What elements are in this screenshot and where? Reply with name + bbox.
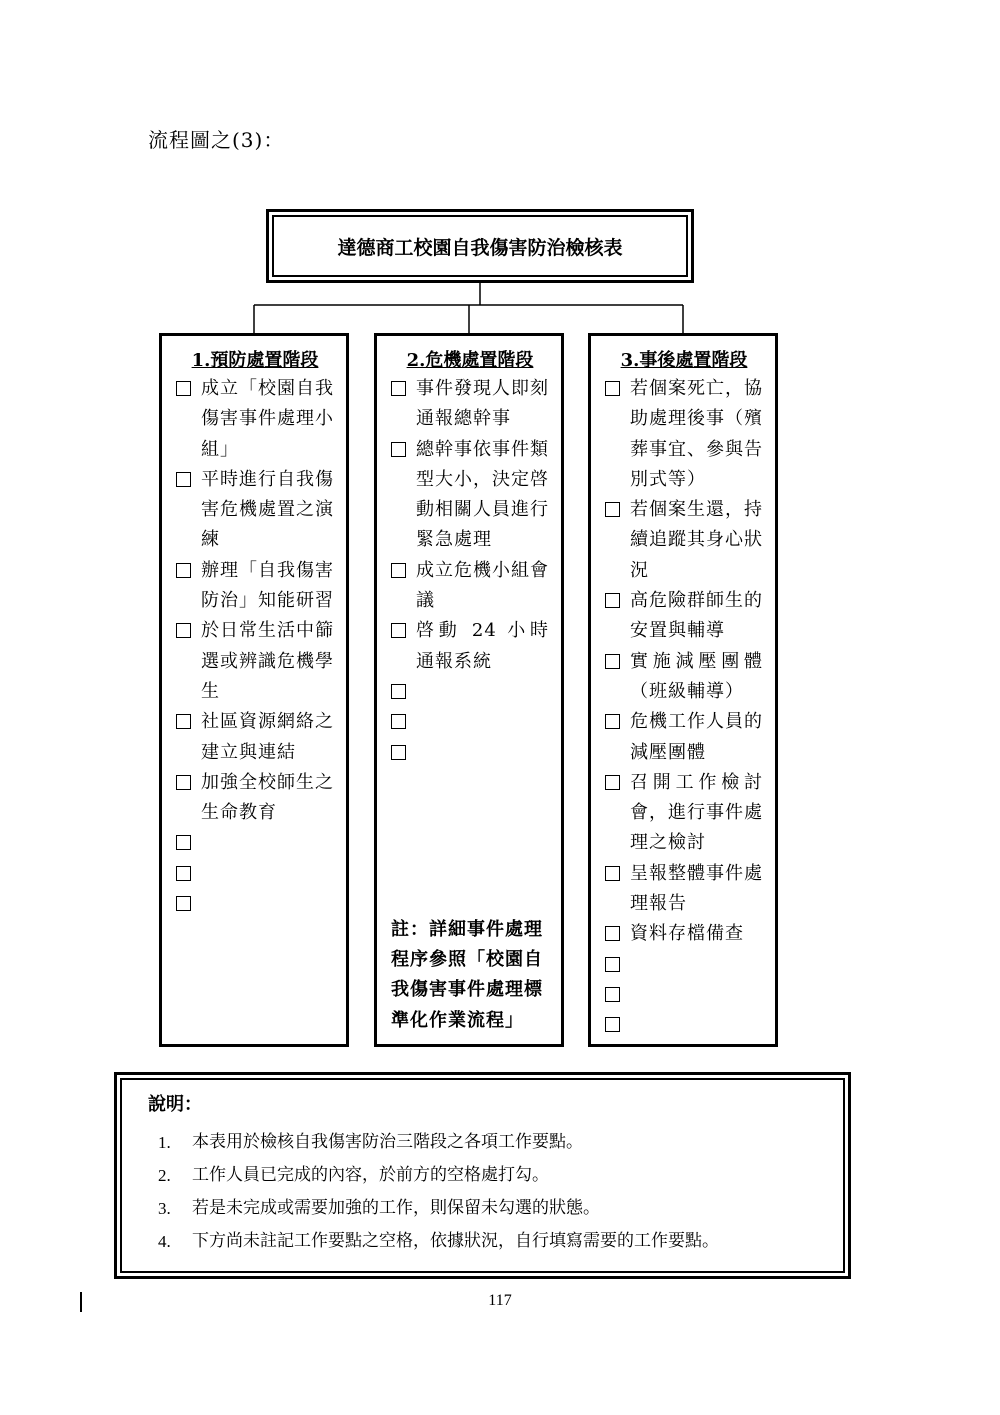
stage-title: 3.事後處置階段 [620,350,748,371]
instruction-text: 本表用於檢核自我傷害防治三階段之各項工作要點。 [192,1132,583,1152]
item-text: 呈報整體事件處理報告 [630,862,763,915]
item-text: 於日常生活中篩選或辨識危機學生 [201,620,334,702]
stage-title: 1.預防處置階段 [191,350,319,371]
item-text[interactable] [201,889,334,919]
checkbox[interactable] [176,714,191,729]
item-text: 實施減壓團體（班級輔導） [630,650,763,702]
instruction-number: 1. [158,1133,171,1152]
item-text: 辦理「自我傷害防治」知能研習 [201,559,334,612]
checklist-item [605,647,763,708]
checkbox[interactable] [605,987,620,1002]
checkbox[interactable] [176,381,191,396]
checkbox[interactable] [176,775,191,790]
checklist-item [176,616,334,707]
instructions-box [114,1072,851,1279]
checklist-title: 達德商工校園自我傷害防治檢核表 [272,215,688,277]
item-text[interactable] [201,859,334,889]
checklist-item [391,374,549,435]
checkbox[interactable] [605,714,620,729]
checklist-item [605,768,763,859]
instructions-list [148,1126,823,1258]
item-text: 平時進行自我傷害危機處置之演練 [201,468,334,551]
item-text[interactable] [416,707,549,737]
checklist-item [176,707,334,768]
checkbox[interactable] [605,381,620,396]
instruction-number: 4. [158,1232,171,1251]
instruction-text: 下方尚未註記工作要點之空格，依據狀況，自行填寫需要的工作要點。 [192,1231,719,1251]
checklist-item [176,465,334,556]
instruction-item [148,1192,823,1225]
checkbox[interactable] [605,593,620,608]
instruction-item [148,1159,823,1192]
instruction-number: 2. [158,1166,171,1185]
checkbox[interactable] [176,623,191,638]
checkbox[interactable] [605,1017,620,1032]
item-text[interactable] [416,677,549,707]
checklist-item [605,859,763,920]
instruction-number: 3. [158,1199,171,1218]
checklist-item-blank [391,677,549,707]
checklist-item-blank [605,950,763,980]
checkbox[interactable] [391,381,406,396]
stage-prevention [159,333,349,1047]
checkbox[interactable] [176,835,191,850]
checkbox[interactable] [176,563,191,578]
item-text: 社區資源網絡之建立與連結 [201,711,334,763]
checklist-item-blank [605,1010,763,1040]
item-text: 成立危機小組會議 [416,559,549,612]
checklist-item-blank [176,889,334,919]
item-text[interactable] [201,828,334,858]
checklist-item [605,374,763,495]
instruction-item [148,1126,823,1159]
item-text: 成立「校園自我傷害事件處理小組」 [201,378,334,460]
checklist-item [605,919,763,949]
item-text: 加強全校師生之生命教育 [201,771,334,824]
checklist-item [391,435,549,556]
instruction-item [148,1225,823,1258]
checkbox[interactable] [391,684,406,699]
checklist-item [176,556,334,617]
checkbox[interactable] [391,563,406,578]
checklist-item [176,768,334,829]
checkbox[interactable] [176,472,191,487]
checklist-item [605,707,763,768]
checkbox[interactable] [176,896,191,911]
checklist-item-blank [605,980,763,1010]
checklist-item-blank [176,828,334,858]
checkbox[interactable] [605,957,620,972]
item-text[interactable] [416,738,549,768]
item-text: 若個案生還，持續追蹤其身心狀況 [630,499,763,581]
item-text: 事件發現人即刻通報總幹事 [416,378,549,430]
item-text: 若個案死亡，協助處理後事（殯葬事宜、參與告別式等） [630,378,763,490]
checkbox[interactable] [605,502,620,517]
item-text[interactable] [630,950,763,980]
item-text: 啓動 24 小時通報系統 [416,620,549,672]
checkbox[interactable] [391,442,406,457]
stage-aftermath [588,333,778,1047]
item-text: 召開工作檢討會，進行事件處理之檢討 [630,771,763,854]
item-text: 資料存檔備查 [630,923,744,945]
procedure-note: 註：詳細事件處理程序參照「校園自我傷害事件處理標準化作業流程」 [391,918,543,1031]
checklist-item-blank [391,738,549,768]
checkbox[interactable] [391,714,406,729]
checkbox[interactable] [176,866,191,881]
checklist-item [605,495,763,586]
checklist-item [391,556,549,617]
stage-crisis [374,333,564,1047]
instructions-inner [120,1078,845,1273]
checklist-item [391,616,549,677]
checklist-item [176,374,334,465]
page-number: 117 [488,1292,512,1309]
item-text[interactable] [630,1010,763,1040]
item-text: 高危險群師生的安置與輔導 [630,590,763,642]
checkbox[interactable] [605,654,620,669]
checklist-item [605,586,763,647]
item-text: 危機工作人員的減壓團體 [630,711,763,763]
page-heading: 流程圖之(3)： [148,128,285,152]
checkbox[interactable] [605,775,620,790]
checkbox[interactable] [391,623,406,638]
instructions-title: 說明： [148,1094,202,1115]
checklist-item-blank [391,707,549,737]
instruction-text: 工作人員已完成的內容，於前方的空格處打勾。 [192,1165,549,1185]
checkbox[interactable] [605,926,620,941]
item-text: 總幹事依事件類型大小，決定啓動相關人員進行緊急處理 [416,438,549,551]
checkbox[interactable] [391,745,406,760]
stage-title: 2.危機處置階段 [406,350,534,371]
checkbox[interactable] [605,866,620,881]
checklist-item-blank [176,859,334,889]
instruction-text: 若是未完成或需要加強的工作，則保留未勾選的狀態。 [192,1198,600,1218]
item-text[interactable] [630,980,763,1010]
